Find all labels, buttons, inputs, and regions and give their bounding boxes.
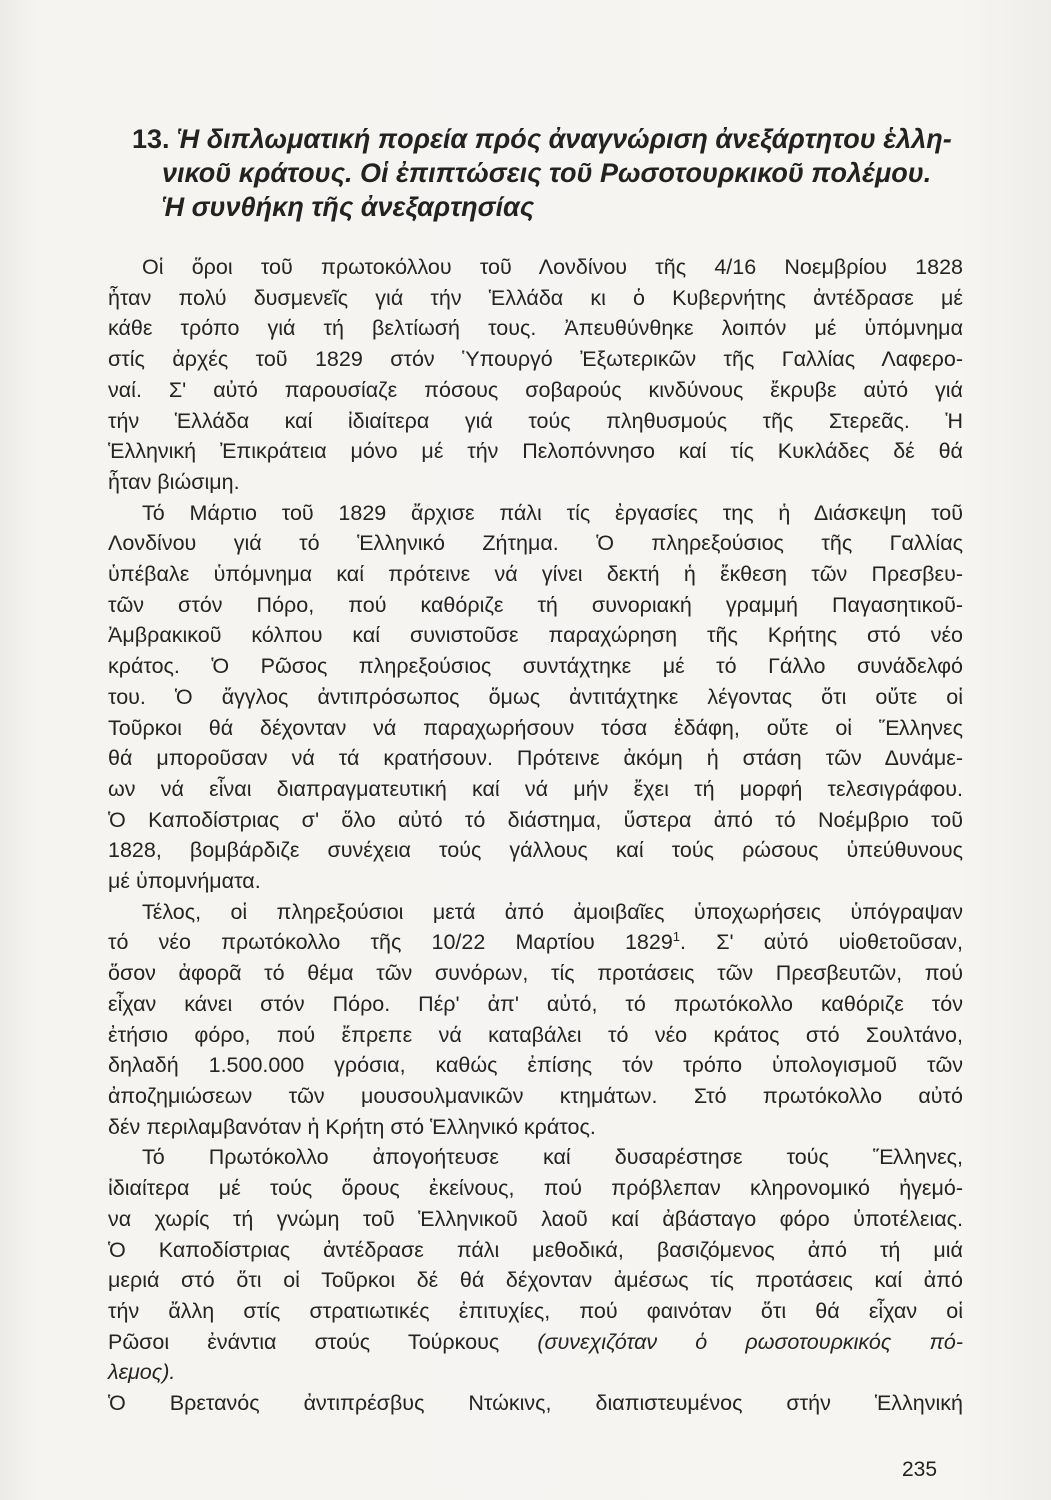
text-line: Τοῦρκοι θά δέχονταν νά παραχωρήσουν τόσα ἐδάφη, οὔτε οἱ Ἕλληνες bbox=[108, 715, 963, 740]
text-line: στίς ἀρχές τοῦ 1829 στόν Ὑπουργό Ἐξωτερικῶν τῆς Γαλλίας Λαφερο- bbox=[108, 347, 963, 372]
text-line: μέ ὑπομνήματα. bbox=[108, 869, 261, 894]
text-line: μεριά στό ὅτι οἱ Τοῦρκοι δέ θά δέχονταν ἀμέσως τίς προτάσεις καί ἀπό bbox=[108, 1268, 963, 1293]
text-line: δηλαδή 1.500.000 γρόσια, καθώς ἐπίσης τόν τρόπο ὑπολογισμοῦ τῶν bbox=[108, 1053, 963, 1078]
text-line: Ὁ Καποδίστριας σ' ὅλο αὐτό τό διάστημα, ὕστερα ἀπό τό Νοέμβριο τοῦ bbox=[108, 807, 963, 832]
heading-line-2: νικοῦ κράτους. Οἱ ἐπιπτώσεις τοῦ Ρωσοτουρκικοῦ πολέμου. bbox=[162, 158, 932, 188]
text-line: κάθε τρόπο γιά τή βελτίωσή τους. Ἀπευθύνθηκε λοιπόν μέ ὑπόμνημα bbox=[108, 316, 963, 341]
text-line: ἀποζημιώσεων τῶν μουσουλμανικῶν κτημάτων. Στό πρωτόκολλο αὐτό bbox=[108, 1083, 963, 1108]
text-line: Ἑλληνική Ἐπικράτεια μόνο μέ τήν Πελοπόννησο καί τίς Κυκλάδες δέ θά bbox=[108, 439, 963, 464]
text-line: εἶχαν κάνει στόν Πόρο. Πέρ' ἀπ' αὐτό, τό πρωτόκολλο καθόριζε τόν bbox=[108, 991, 963, 1016]
heading-line-3: Ἡ συνθήκη τῆς ἀνεξαρτησίας bbox=[162, 192, 535, 222]
section-number: 13. bbox=[132, 124, 170, 154]
text-line: ἰδιαίτερα μέ τούς ὅρους ἐκείνους, πού πρόβλεπαν κληρονομικό ἡγεμό- bbox=[108, 1176, 963, 1201]
text-line: δέν περιλαμβανόταν ἡ Κρήτη στό Ἑλληνικό κράτος. bbox=[108, 1114, 596, 1139]
text-line: να χωρίς τή γνώμη τοῦ Ἑλληνικοῦ λαοῦ καί ἀβάσταγο φόρο ὑποτέλειας. bbox=[108, 1206, 963, 1231]
text-line: Ἀμβρακικοῦ κόλπου καί συνιστοῦσε παραχώρηση τῆς Κρήτης στό νέο bbox=[108, 623, 963, 648]
body-text bbox=[108, 252, 963, 1419]
text-line: Τό Πρωτόκολλο ἀπογοήτευσε καί δυσαρέστησε τούς Ἕλληνες, bbox=[142, 1145, 963, 1170]
text-line: θά μποροῦσαν νά τά κρατήσουν. Πρότεινε ἀκόμη ἡ στάση τῶν Δυνάμε- bbox=[108, 746, 963, 771]
text-line-with-footnote: τό νέο πρωτόκολλο τῆς 10/22 Μαρτίου 1829$^1$. Σ' αὐτό υἱοθετοῦσαν, bbox=[108, 929, 963, 955]
text-line: 1828, βομβάρδιζε συνέχεια τούς γάλλους καί τούς ρώσους ὑπεύθυνους bbox=[108, 838, 963, 863]
section-heading bbox=[132, 122, 972, 224]
footnote-mark: 1 bbox=[672, 929, 681, 945]
page-number: 235 bbox=[902, 1458, 938, 1481]
text-line: κράτος. Ὁ Ρῶσος πληρεξούσιος συντάχτηκε μέ τό Γάλλο συνάδελφό bbox=[108, 654, 963, 679]
text-line: τήν ἄλλη στίς στρατιωτικές ἐπιτυχίες, πού φαινόταν ὅτι θά εἶχαν οἱ bbox=[108, 1298, 963, 1323]
text-line: τήν Ἑλλάδα καί ἰδιαίτερα γιά τούς πληθυσμούς τῆς Στερεᾶς. Ἡ bbox=[108, 408, 963, 433]
text-line: Ὁ Βρετανός ἀντιπρέσβυς Ντώκινς, διαπιστευμένος στήν Ἑλληνική bbox=[108, 1391, 963, 1416]
heading-line-1: 13. Ἡ διπλωματική πορεία πρός ἀναγνώριση ἀνεξάρτητου ἑλλη- bbox=[132, 124, 952, 154]
text-line: Λονδίνου γιά τό Ἑλληνικό Ζήτημα. Ὁ πληρεξούσιος τῆς Γαλλίας bbox=[108, 531, 963, 556]
italic-aside: (συνεχιζόταν ὁ ρωσοτουρκικός πό- bbox=[537, 1329, 963, 1354]
text-line: ὑπέβαλε ὑπόμνημα καί πρότεινε νά γίνει δεκτή ἡ ἔκθεση τῶν Πρεσβευ- bbox=[108, 562, 963, 587]
text-line: ἦταν βιώσιμη. bbox=[108, 469, 240, 494]
text-line: ων νά εἶναι διαπραγματευτική καί νά μήν ἔχει τή μορφή τελεσιγράφου. bbox=[108, 776, 963, 801]
text-line: ὅσον ἀφορᾶ τό θέμα τῶν συνόρων, τίς προτάσεις τῶν Πρεσβευτῶν, πού bbox=[108, 961, 963, 986]
text-line: του. Ὁ ἄγγλος ἀντιπρόσωπος ὅμως ἀντιτάχτηκε λέγοντας ὅτι οὔτε οἱ bbox=[108, 684, 963, 709]
text-line: ἐτήσιο φόρο, πού ἔπρεπε νά καταβάλει τό νέο κράτος στό Σουλτάνο, bbox=[108, 1022, 963, 1047]
text-line: λεμος). bbox=[108, 1360, 176, 1385]
text-line: Ὁ Καποδίστριας ἀντέδρασε πάλι μεθοδικά, βασιζόμενος ἀπό τή μιά bbox=[108, 1237, 963, 1262]
text-line: ἦταν πολύ δυσμενεῖς γιά τήν Ἑλλάδα κι ὁ Κυβερνήτης ἀντέδρασε μέ bbox=[108, 285, 963, 310]
text-line: ναί. Σ' αὐτό παρουσίαζε πόσους σοβαρούς κινδύνους ἔκρυβε αὐτό γιά bbox=[108, 377, 963, 402]
text-line: Τό Μάρτιο τοῦ 1829 ἄρχισε πάλι τίς ἐργασίες της ἡ Διάσκεψη τοῦ bbox=[142, 500, 963, 525]
text-line: τῶν στόν Πόρο, πού καθόριζε τή συνοριακή γραμμή Παγασητικοῦ- bbox=[108, 592, 963, 617]
text-line: Τέλος, οἱ πληρεξούσιοι μετά ἀπό ἀμοιβαῖες ὑποχωρήσεις ὑπόγραψαν bbox=[142, 899, 963, 924]
text-line-with-italic: Ρῶσοι ἐνάντια στούς Τούρκους (συνεχιζόταν ὁ ρωσοτουρκικός πό- bbox=[108, 1329, 963, 1354]
text-line: Οἱ ὅροι τοῦ πρωτοκόλλου τοῦ Λονδίνου τῆς 4/16 Νοεμβρίου 1828 bbox=[142, 255, 963, 279]
